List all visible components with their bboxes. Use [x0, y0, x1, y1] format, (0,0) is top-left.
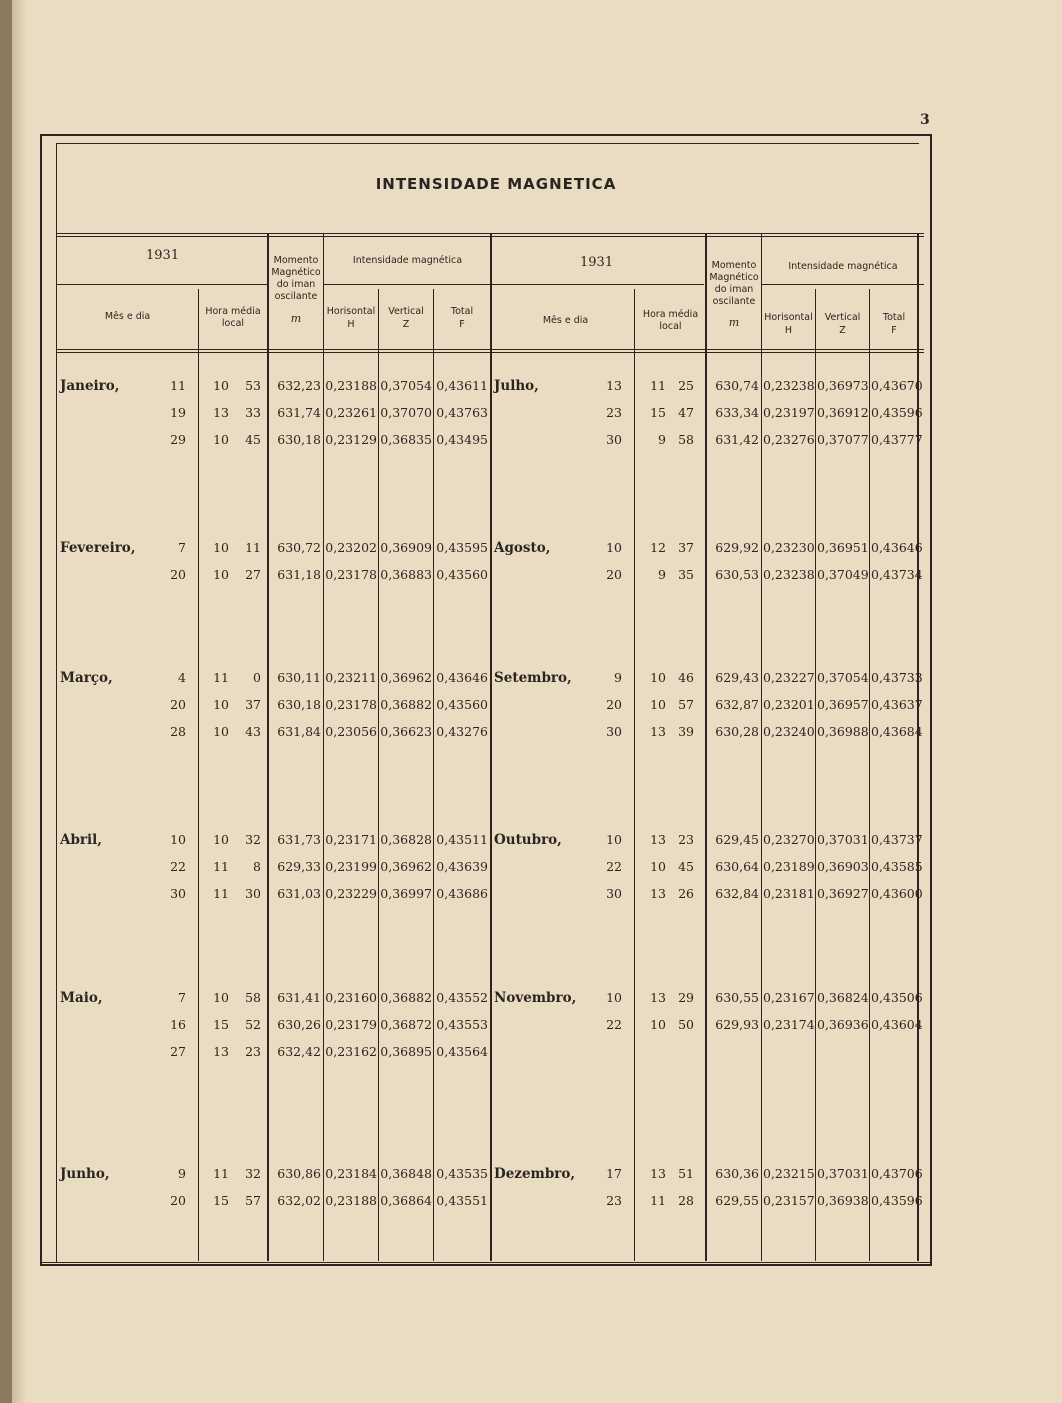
- right-month-label: Agosto,: [494, 540, 551, 556]
- left-minute-cell: 37: [245, 697, 261, 712]
- right-total-cell: 0,43600: [871, 886, 923, 901]
- left-moment-cell: 632,02: [277, 1193, 321, 1208]
- right-month-day-header: Mês e dia: [542, 315, 589, 326]
- left-vertical-cell: 0,37054: [380, 378, 432, 393]
- left-horizontal-header: Horisontal: [326, 306, 376, 317]
- left-day-cell: 20: [170, 567, 186, 582]
- right-horizontal-cell: 0,23240: [763, 724, 815, 739]
- left-total-cell: 0,43560: [436, 567, 488, 582]
- left-horizontal-cell: 0,23211: [325, 670, 377, 685]
- left-hour-cell: 10: [213, 832, 229, 847]
- left-minute-cell: 33: [245, 405, 261, 420]
- left-minute-cell: 43: [245, 724, 261, 739]
- right-day-cell: 13: [606, 378, 622, 393]
- left-minute-cell: 23: [245, 1044, 261, 1059]
- left-vertical-cell: 0,36997: [380, 886, 432, 901]
- right-intensity-divider: [761, 233, 762, 1261]
- left-day-cell: 10: [170, 832, 186, 847]
- right-horizontal-cell: 0,23167: [763, 990, 815, 1005]
- right-vertical-cell: 0,37031: [817, 832, 869, 847]
- right-horizontal-cell: 0,23181: [763, 886, 815, 901]
- right-vertical-cell: 0,37031: [817, 1166, 869, 1181]
- right-minute-cell: 25: [678, 378, 694, 393]
- left-moment-cell: 630,72: [277, 540, 321, 555]
- right-minute-cell: 39: [678, 724, 694, 739]
- right-total-cell: 0,43684: [871, 724, 923, 739]
- right-horizontal-symbol: H: [784, 325, 793, 336]
- right-moment-cell: 630,64: [715, 859, 759, 874]
- right-intensity-header: Intensidade magnética: [788, 261, 898, 272]
- left-hour-cell: 10: [213, 378, 229, 393]
- left-hour-cell: 11: [213, 886, 229, 901]
- right-moment-header: Momento Magnético do iman oscilante: [709, 260, 759, 307]
- left-minute-cell: 57: [245, 1193, 261, 1208]
- center-divider: [490, 233, 492, 1261]
- right-moment-cell: 630,74: [715, 378, 759, 393]
- left-hour-cell: 10: [213, 697, 229, 712]
- left-horizontal-cell: 0,23162: [325, 1044, 377, 1059]
- left-minute-cell: 45: [245, 432, 261, 447]
- left-total-cell: 0,43611: [436, 378, 488, 393]
- left-vertical-cell: 0,36883: [380, 567, 432, 582]
- left-total-cell: 0,43560: [436, 697, 488, 712]
- right-moment-symbol: m: [728, 316, 740, 329]
- right-hour-cell: 11: [650, 378, 666, 393]
- left-total-cell: 0,43552: [436, 990, 488, 1005]
- left-horizontal-cell: 0,23056: [325, 724, 377, 739]
- left-minute-cell: 32: [245, 832, 261, 847]
- left-horizontal-cell: 0,23179: [325, 1017, 377, 1032]
- left-total-cell: 0,43564: [436, 1044, 488, 1059]
- left-day-cell: 4: [178, 670, 186, 685]
- right-month-label: Julho,: [494, 378, 539, 394]
- left-hour-cell: 11: [213, 1166, 229, 1181]
- right-hour-cell: 13: [650, 724, 666, 739]
- right-hour-cell: 13: [650, 990, 666, 1005]
- left-total-cell: 0,43535: [436, 1166, 488, 1181]
- left-vertical-cell: 0,36623: [380, 724, 432, 739]
- left-vertical-cell: 0,36864: [380, 1193, 432, 1208]
- left-horizontal-cell: 0,23188: [325, 378, 377, 393]
- right-intensity-rule: [762, 284, 924, 285]
- right-hour-cell: 15: [650, 405, 666, 420]
- right-minute-cell: 50: [678, 1017, 694, 1032]
- right-horizontal-cell: 0,23270: [763, 832, 815, 847]
- right-total-header: Total: [882, 312, 906, 323]
- right-day-cell: 10: [606, 832, 622, 847]
- left-intensity-rule: [324, 284, 490, 285]
- right-hour-cell: 9: [658, 567, 666, 582]
- right-moment-cell: 630,36: [715, 1166, 759, 1181]
- left-moment-cell: 632,42: [277, 1044, 321, 1059]
- right-total-cell: 0,43596: [871, 1193, 923, 1208]
- left-total-cell: 0,43551: [436, 1193, 488, 1208]
- right-horizontal-cell: 0,23201: [763, 697, 815, 712]
- left-intensity-divider: [323, 233, 324, 1261]
- left-minute-cell: 0: [253, 670, 261, 685]
- left-horizontal-cell: 0,23178: [325, 567, 377, 582]
- page-shadow: [12, 0, 26, 1403]
- left-horizontal-cell: 0,23171: [325, 832, 377, 847]
- right-horizontal-cell: 0,23189: [763, 859, 815, 874]
- left-hour-cell: 13: [213, 405, 229, 420]
- right-vertical-cell: 0,36936: [817, 1017, 869, 1032]
- right-moment-cell: 633,34: [715, 405, 759, 420]
- left-vertical-symbol: Z: [402, 319, 410, 330]
- right-horizontal-cell: 0,23230: [763, 540, 815, 555]
- left-minute-cell: 58: [245, 990, 261, 1005]
- left-moment-cell: 631,03: [277, 886, 321, 901]
- left-day-cell: 22: [170, 859, 186, 874]
- right-horizontal-cell: 0,23215: [763, 1166, 815, 1181]
- right-hv-divider: [815, 289, 816, 1261]
- right-total-cell: 0,43585: [871, 859, 923, 874]
- right-total-cell: 0,43646: [871, 540, 923, 555]
- left-total-cell: 0,43595: [436, 540, 488, 555]
- left-horizontal-cell: 0,23160: [325, 990, 377, 1005]
- right-horizontal-header: Horisontal: [764, 312, 813, 323]
- left-horizontal-cell: 0,23188: [325, 1193, 377, 1208]
- left-horizontal-cell: 0,23261: [325, 405, 377, 420]
- table-title: INTENSIDADE MAGNETICA: [375, 175, 617, 193]
- right-day-cell: 23: [606, 405, 622, 420]
- left-horizontal-cell: 0,23184: [325, 1166, 377, 1181]
- right-day-cell: 20: [606, 567, 622, 582]
- right-minute-cell: 37: [678, 540, 694, 555]
- left-total-cell: 0,43553: [436, 1017, 488, 1032]
- left-vertical-cell: 0,36882: [380, 697, 432, 712]
- left-minute-cell: 8: [253, 859, 261, 874]
- left-total-cell: 0,43763: [436, 405, 488, 420]
- right-year-header: 1931: [580, 255, 614, 270]
- left-day-cell: 7: [178, 990, 186, 1005]
- right-day-cell: 10: [606, 990, 622, 1005]
- left-total-cell: 0,43276: [436, 724, 488, 739]
- right-total-cell: 0,43734: [871, 567, 923, 582]
- right-day-cell: 30: [606, 724, 622, 739]
- right-vertical-cell: 0,36903: [817, 859, 869, 874]
- left-horizontal-symbol: H: [347, 319, 355, 330]
- right-moment-cell: 630,55: [715, 990, 759, 1005]
- right-hour-cell: 10: [650, 1017, 666, 1032]
- left-vertical-cell: 0,37070: [380, 405, 432, 420]
- right-moment-cell: 632,84: [715, 886, 759, 901]
- left-moment-cell: 630,18: [277, 432, 321, 447]
- right-horizontal-cell: 0,23227: [763, 670, 815, 685]
- right-vertical-cell: 0,36988: [817, 724, 869, 739]
- right-vt-divider: [869, 289, 870, 1261]
- right-total-cell: 0,43596: [871, 405, 923, 420]
- right-minute-cell: 28: [678, 1193, 694, 1208]
- right-vertical-cell: 0,36938: [817, 1193, 869, 1208]
- right-moment-cell: 629,45: [715, 832, 759, 847]
- right-year-rule: [492, 284, 704, 285]
- left-hour-cell: 11: [213, 859, 229, 874]
- right-moment-cell: 630,28: [715, 724, 759, 739]
- right-vertical-header: Vertical: [824, 312, 861, 323]
- right-total-cell: 0,43637: [871, 697, 923, 712]
- right-hour-cell: 13: [650, 886, 666, 901]
- right-day-cell: 23: [606, 1193, 622, 1208]
- right-day-cell: 20: [606, 697, 622, 712]
- left-total-symbol: F: [459, 319, 465, 330]
- right-vertical-symbol: Z: [839, 325, 846, 336]
- right-horizontal-cell: 0,23238: [763, 378, 815, 393]
- page-number: 3: [920, 112, 930, 128]
- right-moment-cell: 631,42: [715, 432, 759, 447]
- right-moment-cell: 629,92: [715, 540, 759, 555]
- right-total-cell: 0,43733: [871, 670, 923, 685]
- right-total-cell: 0,43670: [871, 378, 923, 393]
- left-hour-cell: 15: [213, 1017, 229, 1032]
- right-minute-cell: 47: [678, 405, 694, 420]
- left-moment-cell: 631,18: [277, 567, 321, 582]
- left-vertical-cell: 0,36962: [380, 670, 432, 685]
- left-year-rule: [56, 284, 268, 285]
- left-moment-cell: 631,41: [277, 990, 321, 1005]
- left-minute-cell: 11: [245, 540, 261, 555]
- right-hour-cell: 10: [650, 697, 666, 712]
- left-vertical-cell: 0,36872: [380, 1017, 432, 1032]
- right-month-label: Outubro,: [494, 832, 562, 848]
- left-hv-divider: [378, 289, 379, 1261]
- left-total-header: Total: [450, 306, 474, 317]
- left-minute-cell: 53: [245, 378, 261, 393]
- right-day-cell: 30: [606, 432, 622, 447]
- left-hour-cell: 10: [213, 432, 229, 447]
- right-minute-cell: 46: [678, 670, 694, 685]
- right-vertical-cell: 0,36824: [817, 990, 869, 1005]
- left-vertical-cell: 0,36895: [380, 1044, 432, 1059]
- right-horizontal-cell: 0,23238: [763, 567, 815, 582]
- right-total-cell: 0,43777: [871, 432, 923, 447]
- left-horizontal-cell: 0,23178: [325, 697, 377, 712]
- right-moment-cell: 629,55: [715, 1193, 759, 1208]
- left-vertical-header: Vertical: [388, 306, 424, 317]
- left-minute-cell: 32: [245, 1166, 261, 1181]
- left-moment-header: Momento Magnético do iman oscilante: [271, 255, 321, 302]
- right-moment-cell: 629,93: [715, 1017, 759, 1032]
- right-total-cell: 0,43506: [871, 990, 923, 1005]
- right-minute-cell: 51: [678, 1166, 694, 1181]
- left-day-cell: 11: [170, 378, 186, 393]
- left-moment-cell: 629,33: [277, 859, 321, 874]
- left-day-cell: 27: [170, 1044, 186, 1059]
- right-horizontal-cell: 0,23174: [763, 1017, 815, 1032]
- right-vertical-cell: 0,36927: [817, 886, 869, 901]
- left-moment-cell: 631,74: [277, 405, 321, 420]
- right-hour-cell: 12: [650, 540, 666, 555]
- right-hour-cell: 9: [658, 432, 666, 447]
- left-vertical-cell: 0,36848: [380, 1166, 432, 1181]
- left-total-cell: 0,43686: [436, 886, 488, 901]
- left-month-label: Janeiro,: [60, 378, 120, 394]
- left-moment-cell: 630,11: [277, 670, 321, 685]
- right-minute-cell: 26: [678, 886, 694, 901]
- right-day-cell: 9: [614, 670, 622, 685]
- right-vertical-cell: 0,36951: [817, 540, 869, 555]
- left-month-label: Maio,: [60, 990, 103, 1006]
- left-hour-cell: 11: [213, 670, 229, 685]
- right-month-label: Setembro,: [494, 670, 572, 686]
- right-minute-cell: 57: [678, 697, 694, 712]
- table-bottom-rule: [40, 1262, 932, 1263]
- left-vertical-cell: 0,36882: [380, 990, 432, 1005]
- left-total-cell: 0,43495: [436, 432, 488, 447]
- right-moment-cell: 630,53: [715, 567, 759, 582]
- right-hour-cell: 10: [650, 859, 666, 874]
- left-day-cell: 7: [178, 540, 186, 555]
- left-year-header: 1931: [146, 248, 180, 263]
- left-day-cell: 29: [170, 432, 186, 447]
- right-total-symbol: F: [891, 325, 897, 336]
- right-minute-cell: 58: [678, 432, 694, 447]
- left-hour-cell: 10: [213, 567, 229, 582]
- right-vertical-cell: 0,37077: [817, 432, 869, 447]
- right-day-cell: 22: [606, 859, 622, 874]
- left-hour-cell: 10: [213, 540, 229, 555]
- left-vertical-cell: 0,36962: [380, 859, 432, 874]
- left-month-day-header: Mês e dia: [104, 311, 151, 322]
- left-day-cell: 30: [170, 886, 186, 901]
- right-moment-cell: 629,43: [715, 670, 759, 685]
- left-day-hour-divider: [198, 289, 199, 1261]
- left-hour-cell: 15: [213, 1193, 229, 1208]
- left-minute-cell: 30: [245, 886, 261, 901]
- left-moment-cell: 630,18: [277, 697, 321, 712]
- left-day-cell: 9: [178, 1166, 186, 1181]
- left-month-label: Abril,: [60, 832, 102, 848]
- right-minute-cell: 35: [678, 567, 694, 582]
- right-hour-cell: 10: [650, 670, 666, 685]
- left-horizontal-cell: 0,23229: [325, 886, 377, 901]
- right-vertical-cell: 0,36957: [817, 697, 869, 712]
- left-minute-cell: 52: [245, 1017, 261, 1032]
- page-edge: [0, 0, 12, 1403]
- left-total-cell: 0,43639: [436, 859, 488, 874]
- right-moment-cell: 632,87: [715, 697, 759, 712]
- right-hour-cell: 13: [650, 1166, 666, 1181]
- left-moment-cell: 632,23: [277, 378, 321, 393]
- right-minute-cell: 23: [678, 832, 694, 847]
- left-horizontal-cell: 0,23202: [325, 540, 377, 555]
- left-intensity-header: Intensidade magnética: [352, 255, 463, 266]
- right-month-label: Dezembro,: [494, 1166, 576, 1182]
- left-moment-cell: 630,86: [277, 1166, 321, 1181]
- left-day-cell: 20: [170, 1193, 186, 1208]
- left-month-label: Março,: [60, 670, 113, 686]
- left-moment-cell: 631,84: [277, 724, 321, 739]
- right-minute-cell: 45: [678, 859, 694, 874]
- right-day-cell: 17: [606, 1166, 622, 1181]
- left-minute-cell: 27: [245, 567, 261, 582]
- left-month-label: Junho,: [60, 1166, 110, 1182]
- right-total-cell: 0,43604: [871, 1017, 923, 1032]
- right-hour-cell: 13: [650, 832, 666, 847]
- left-vertical-cell: 0,36828: [380, 832, 432, 847]
- left-day-cell: 20: [170, 697, 186, 712]
- right-horizontal-cell: 0,23157: [763, 1193, 815, 1208]
- left-vt-divider: [433, 289, 434, 1261]
- right-month-label: Novembro,: [494, 990, 577, 1006]
- left-moment-symbol: m: [290, 312, 302, 325]
- right-vertical-cell: 0,37049: [817, 567, 869, 582]
- left-hour-cell: 13: [213, 1044, 229, 1059]
- right-vertical-cell: 0,37054: [817, 670, 869, 685]
- right-day-cell: 22: [606, 1017, 622, 1032]
- left-moment-cell: 631,73: [277, 832, 321, 847]
- right-day-hour-divider: [634, 289, 635, 1261]
- left-month-label: Fevereiro,: [60, 540, 136, 556]
- right-hour-header: Hora média local: [642, 309, 699, 332]
- left-day-cell: 28: [170, 724, 186, 739]
- left-vertical-cell: 0,36909: [380, 540, 432, 555]
- left-hour-header: Hora média local: [205, 306, 261, 329]
- left-horizontal-cell: 0,23199: [325, 859, 377, 874]
- right-horizontal-cell: 0,23197: [763, 405, 815, 420]
- right-day-cell: 30: [606, 886, 622, 901]
- left-vertical-cell: 0,36835: [380, 432, 432, 447]
- right-minute-cell: 29: [678, 990, 694, 1005]
- left-total-cell: 0,43511: [436, 832, 488, 847]
- left-horizontal-cell: 0,23129: [325, 432, 377, 447]
- left-hour-cell: 10: [213, 990, 229, 1005]
- right-vertical-cell: 0,36912: [817, 405, 869, 420]
- right-total-cell: 0,43706: [871, 1166, 923, 1181]
- left-day-cell: 16: [170, 1017, 186, 1032]
- right-hour-cell: 11: [650, 1193, 666, 1208]
- left-moment-cell: 630,26: [277, 1017, 321, 1032]
- right-horizontal-cell: 0,23276: [763, 432, 815, 447]
- right-vertical-cell: 0,36973: [817, 378, 869, 393]
- right-total-cell: 0,43737: [871, 832, 923, 847]
- left-total-cell: 0,43646: [436, 670, 488, 685]
- right-day-cell: 10: [606, 540, 622, 555]
- left-day-cell: 19: [170, 405, 186, 420]
- left-hour-cell: 10: [213, 724, 229, 739]
